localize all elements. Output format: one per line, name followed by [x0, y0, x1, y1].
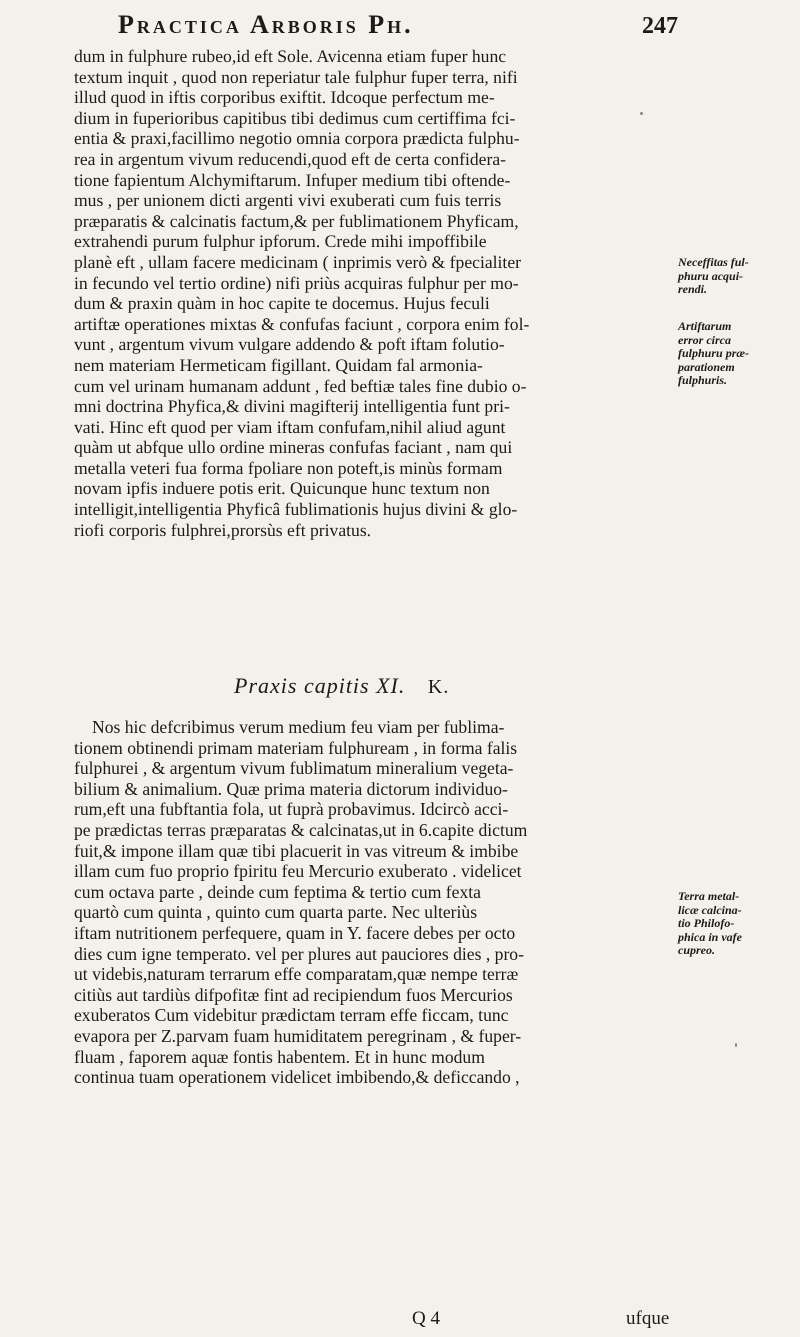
margin-note-line: Artiftarum: [678, 319, 732, 333]
text-line: cum octava parte , deinde cum feptima & tertio cum fexta: [74, 881, 481, 902]
text-line: nem materiam Hermeticam figillant. Quidam fal armonia-: [74, 354, 483, 375]
margin-note-error: [678, 320, 796, 388]
margin-note-line: phica in vafe: [678, 929, 742, 944]
section-heading: [234, 673, 554, 699]
margin-note-line: error circa: [678, 332, 731, 347]
text-line: novam ipfis induere potis erit. Quicunque hunc textum non: [74, 478, 490, 499]
margin-note-line: phuru acqui-: [678, 268, 744, 283]
paragraph-main: [74, 46, 672, 540]
text-line: dum in fulphure rubeo,id eft Sole. Avicenna etiam fuper hunc: [74, 46, 507, 66]
text-line: textum inquit , quod non reperiatur tale fulphur fuper terra, nifi: [74, 66, 518, 87]
text-line: mus , per unionem dicti argenti vivi exuberati cum fuis terris: [74, 190, 502, 211]
text-line: riofi corporis fulphrei,prorsùs eft privatus.: [74, 519, 372, 540]
text-line: quartò cum quinta , quinto cum quarta parte. Nec ulteriùs: [74, 902, 478, 923]
text-line: quàm ut abfque ullo ordine mineras confufas faciant , nam qui: [74, 437, 513, 458]
section-signature: K.: [427, 676, 450, 698]
text-line: planè eft , ullam facere medicinam ( inprimis verò & fpecialiter: [74, 251, 521, 272]
margin-note-line: fulphuru præ-: [678, 346, 750, 360]
text-line: tione fapientum Alchymiftarum. Infuper medium tibi oftende-: [74, 169, 511, 190]
margin-note-calcination: [678, 890, 796, 958]
text-line: artiftæ operationes mixtas & confufas faciunt , corpora enim fol-: [74, 313, 530, 334]
margin-note-line: Terra metal-: [678, 889, 740, 903]
text-line: dium in fuperioribus capitibus tibi dedimus cum certiffima fci-: [74, 107, 516, 128]
margin-note-line: rendi.: [678, 282, 708, 296]
text-line: præparatis & calcinatis factum,& per fublimationem Phyficam,: [74, 210, 519, 231]
text-line: intelligit,intelligentia Phyficâ fublimationis hujus divini & glo-: [74, 499, 518, 520]
text-line: iftam nutritionem perfequere, quam in Y. facere debes per octo: [74, 922, 516, 943]
catchword: ufque: [626, 1308, 670, 1329]
signature-mark: Q 4: [412, 1308, 440, 1329]
text-line: rum,eft una fubftantia fola, ut fuprà probavimus. Idcircò acci-: [74, 799, 509, 820]
margin-note-line: parationem: [678, 359, 735, 374]
ink-speck: [640, 112, 643, 115]
text-line: illam cum fuo proprio fpiritu feu Mercurio exuberato . videlicet: [74, 861, 522, 882]
margin-note-line: tio Philofo-: [678, 916, 735, 930]
margin-note-line: Neceffitas ful-: [678, 255, 749, 269]
text-line: vunt , argentum vivum vulgare addendo & poft iftam folutio-: [74, 334, 505, 355]
text-line: tionem obtinendi primam materiam fulphuream , in forma falis: [74, 737, 518, 758]
text-line: fulphurei , & argentum vivum fublimatum mineralium vegeta-: [74, 758, 514, 779]
text-line: entia & praxi,facillimo negotio omnia corpora prædicta fulphu-: [74, 128, 520, 149]
text-line: continua tuam operationem videlicet imbibendo,& deficcando ,: [74, 1067, 520, 1088]
text-line: rea in argentum vivum reducendi,quod eft de certa confidera-: [74, 148, 507, 169]
running-title: Practica Arboris Ph.: [118, 10, 414, 39]
text-line: vati. Hinc eft quod per viam iftam confufam,nihil aliud agunt: [74, 416, 506, 437]
text-line: mni doctrina Phyfica,& divini magifterij intelligentia funt pri-: [74, 396, 510, 417]
text-line: fluam , faporem aquæ fontis habentem. Et in hunc modum: [74, 1046, 485, 1067]
margin-note-sulphur: [678, 256, 796, 297]
text-line: Nos hic defcribimus verum medium feu viam per fublima-: [92, 717, 505, 737]
margin-note-line: cupreo.: [678, 943, 715, 957]
text-line: dum & praxin quàm in hoc capite te docemus. Hujus feculi: [74, 293, 490, 314]
page-number: 247: [642, 13, 678, 39]
page-footer: [0, 1308, 800, 1334]
text-line: in fecundo vel tertio ordine) nifi priùs acquiras fulphur per mo-: [74, 272, 519, 293]
margin-note-line: fulphuris.: [678, 373, 728, 387]
text-line: cum vel urinam humanam addunt , fed beftiæ tales fine dubio o-: [74, 375, 527, 396]
ink-speck: [735, 1043, 737, 1047]
margin-note-line: licæ calcina-: [678, 902, 742, 917]
text-line: illud quod in iftis corporibus exiftit. Idcoque perfectum me-: [74, 87, 495, 108]
page-header: [118, 10, 678, 44]
text-line: fuit,& impone illam quæ tibi placuerit in vas vitreum & imbibe: [74, 840, 519, 861]
section-title: Praxis capitis XI.: [234, 673, 406, 698]
text-line: dies cum igne temperato. vel per plures aut pauciores dies , pro-: [74, 943, 524, 964]
text-line: exuberatos Cum videbitur prædictam terram effe ficcam, tunc: [74, 1005, 509, 1026]
text-line: extrahendi purum fulphur ipforum. Crede mihi impoffibile: [74, 231, 487, 252]
text-line: metalla veteri fua forma fpoliare non poteft,is minùs formam: [74, 457, 503, 478]
text-line: ut videbis,naturam terrarum effe comparatam,quæ nempe terræ: [74, 964, 519, 985]
text-line: bilium & animalium. Quæ prima materia dictorum individuo-: [74, 778, 508, 799]
text-line: citiùs aut tardiùs difpofitæ fint ad recipiendum fuos Mercurios: [74, 984, 513, 1005]
text-line: pe prædictas terras præparatas & calcinatas,ut in 6.capite dictum: [74, 819, 528, 840]
text-line: evapora per Z.parvam fuam humiditatem peregrinam , & fuper-: [74, 1025, 522, 1046]
paragraph-praxis: [74, 717, 672, 1088]
